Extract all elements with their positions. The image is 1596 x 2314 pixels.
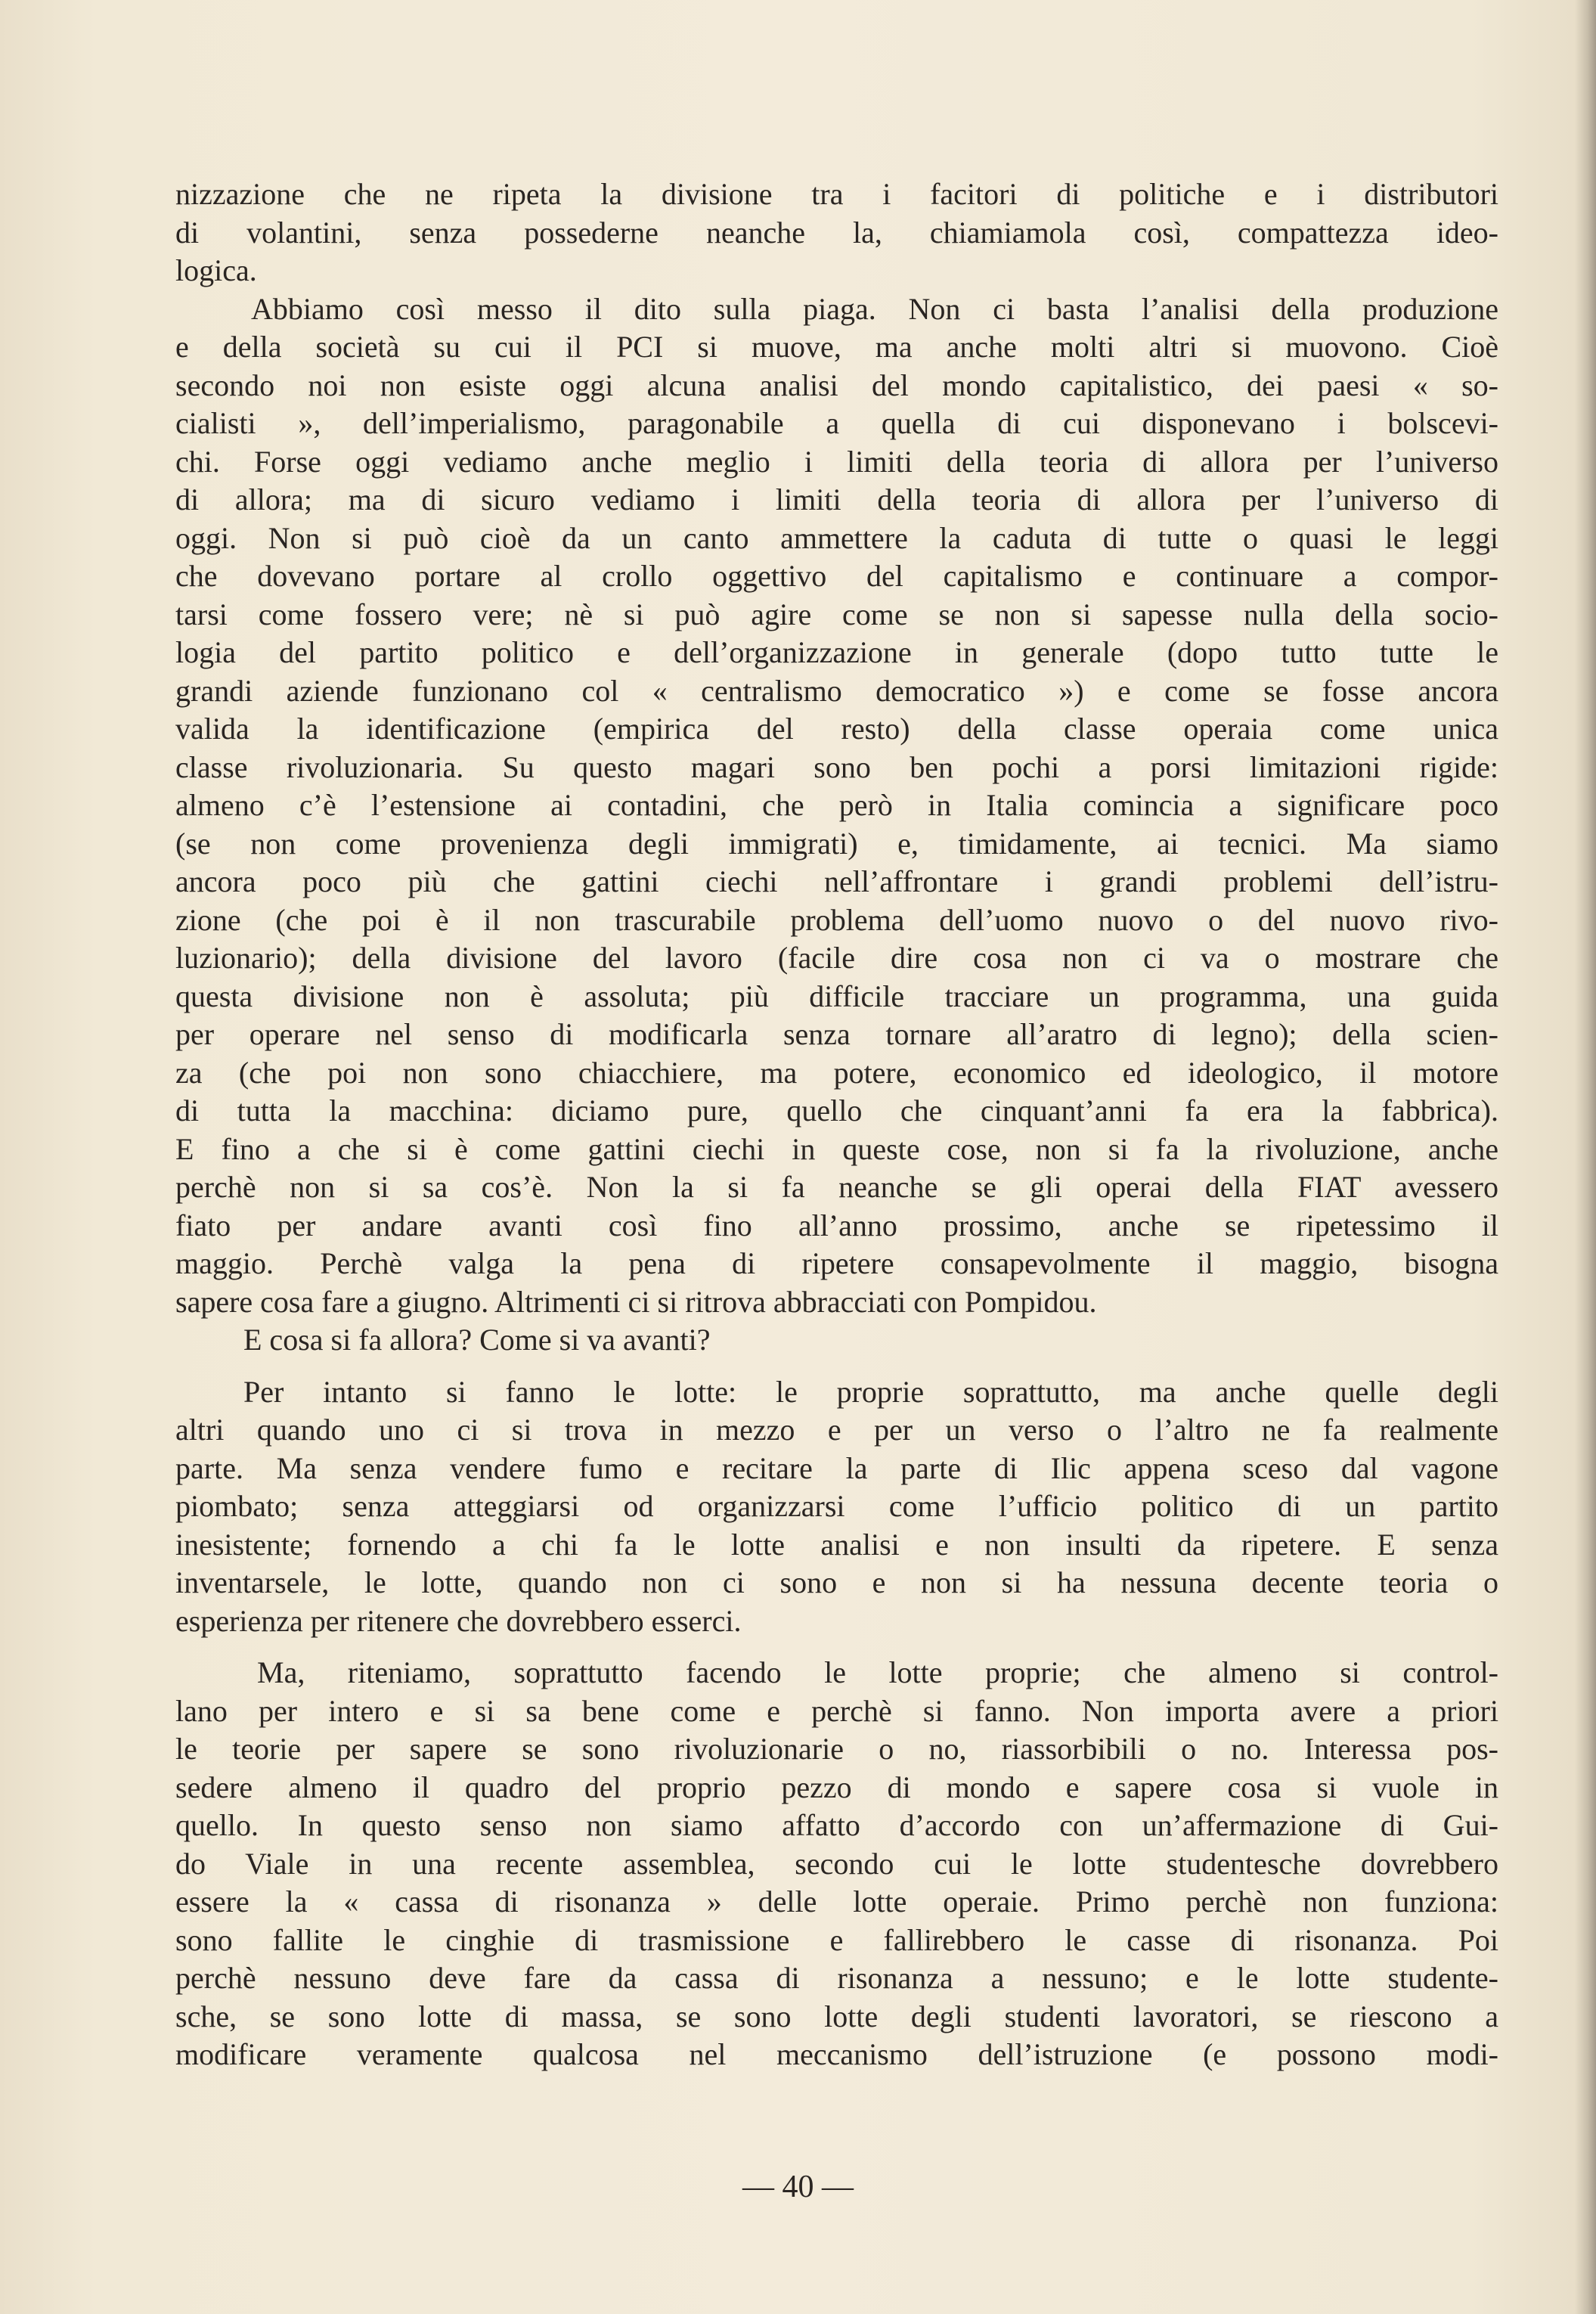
text-line: di volantini, senza possederne neanche la, chiamiamola così, compattezza ideo- bbox=[175, 215, 1498, 250]
text-line: (se non come provenienza degli immigrati) e, timidamente, ai tecnici. Ma siamo bbox=[175, 826, 1498, 861]
text-line: tarsi come fossero vere; nè si può agire come se non si sapesse nulla della socio- bbox=[175, 597, 1498, 631]
text-line: inventarsele, le lotte, quando non ci sono e non si ha nessuna decente teoria o bbox=[175, 1565, 1498, 1599]
text-line: modificare veramente qualcosa nel meccanismo dell’istruzione (e possono modi- bbox=[175, 2037, 1498, 2071]
text-line: e della società su cui il PCI si muove, ma anche molti altri si muovono. Cioè bbox=[175, 330, 1498, 364]
text-line: zione (che poi è il non trascurabile problema dell’uomo nuovo o del nuovo rivo- bbox=[175, 902, 1498, 937]
text-line: logica. bbox=[175, 253, 257, 287]
text-line: maggio. Perchè valga la pena di ripetere consapevolmente il maggio, bisogna bbox=[175, 1246, 1498, 1280]
text-line: di tutta la macchina: diciamo pure, quello che cinquant’anni fa era la fabbrica). bbox=[175, 1093, 1498, 1128]
text-line: E fino a che si è come gattini ciechi in queste cose, non si fa la rivoluzione, anche bbox=[175, 1131, 1498, 1166]
text-line: altri quando uno ci si trova in mezzo e per un verso o l’altro ne fa realmente bbox=[175, 1413, 1498, 1447]
text-line: Abbiamo così messo il dito sulla piaga. Non ci basta l’analisi della produzione bbox=[251, 291, 1498, 326]
text-line: questa divisione non è assoluta; più difficile tracciare un programma, una guida bbox=[175, 979, 1498, 1013]
text-line: quello. In questo senso non siamo affatto d’accordo con un’affermazione di Gui- bbox=[175, 1808, 1498, 1842]
text-line: esperienza per ritenere che dovrebbero esserci. bbox=[175, 1603, 742, 1638]
body-text bbox=[175, 175, 1498, 2074]
text-line: sapere cosa fare a giugno. Altrimenti ci si ritrova abbracciati con Pompidou. bbox=[175, 1284, 1097, 1319]
text-line: chi. Forse oggi vediamo anche meglio i limiti della teoria di allora per l’universo bbox=[175, 444, 1498, 479]
text-line: piombato; senza atteggiarsi od organizzarsi come l’ufficio politico di un partito bbox=[175, 1489, 1498, 1523]
text-line: luzionario); della divisione del lavoro (facile dire cosa non ci va o mostrare che bbox=[175, 941, 1498, 975]
text-line: parte. Ma senza vendere fumo e recitare la parte di Ilic appena sceso dal vagone bbox=[175, 1450, 1498, 1485]
text-line: che dovevano portare al crollo oggettivo del capitalismo e continuare a compor- bbox=[175, 559, 1498, 593]
text-line: sono fallite le cinghie di trasmissione e fallirebbero le casse di risonanza. Poi bbox=[175, 1922, 1498, 1957]
text-line: Per intanto si fanno le lotte: le proprie soprattutto, ma anche quelle degli bbox=[243, 1374, 1498, 1409]
text-line: classe rivoluzionaria. Su questo magari sono ben pochi a porsi limitazioni rigide: bbox=[175, 749, 1498, 784]
text-line: secondo noi non esiste oggi alcuna analisi del mondo capitalistico, dei paesi « so- bbox=[175, 368, 1498, 402]
text-line: essere la « cassa di risonanza » delle lotte operaie. Primo perchè non funziona: bbox=[175, 1884, 1498, 1919]
text-line: sedere almeno il quadro del proprio pezzo di mondo e sapere cosa si vuole in bbox=[175, 1770, 1498, 1804]
text-line: valida la identificazione (empirica del resto) della classe operaia come unica bbox=[175, 712, 1498, 746]
text-line: logia del partito politico e dell’organizzazione in generale (dopo tutto tutte le bbox=[175, 635, 1498, 669]
text-line: perchè non si sa cos’è. Non la si fa neanche se gli operai della FIAT avessero bbox=[175, 1170, 1498, 1204]
text-line: do Viale in una recente assemblea, secondo cui le lotte studentesche dovrebbero bbox=[175, 1846, 1498, 1881]
text-line: Ma, riteniamo, soprattutto facendo le lotte proprie; che almeno si control- bbox=[257, 1655, 1498, 1689]
text-line: za (che poi non sono chiacchiere, ma potere, economico ed ideologico, il motore bbox=[175, 1055, 1498, 1090]
text-line: cialisti », dell’imperialismo, paragonabile a quella di cui disponevano i bolscevi- bbox=[175, 406, 1498, 440]
text-line: E cosa si fa allora? Come si va avanti? bbox=[243, 1323, 711, 1357]
text-line: almeno c’è l’estensione ai contadini, che però in Italia comincia a significare poco bbox=[175, 788, 1498, 822]
text-line: di allora; ma di sicuro vediamo i limiti della teoria di allora per l’universo di bbox=[175, 482, 1498, 516]
text-line: grandi aziende funzionano col « centralismo democratico ») e come se fosse ancora bbox=[175, 673, 1498, 708]
text-line: per operare nel senso di modificarla senza tornare all’aratro di legno); della scien- bbox=[175, 1017, 1498, 1051]
page-edge-shadow bbox=[1575, 0, 1596, 2314]
text-line: ancora poco più che gattini ciechi nell’affrontare i grandi problemi dell’istru- bbox=[175, 864, 1498, 898]
text-line: inesistente; fornendo a chi fa le lotte analisi e non insulti da ripetere. E senza bbox=[175, 1527, 1498, 1562]
text-line: nizzazione che ne ripeta la divisione tra i facitori di politiche e i distributori bbox=[175, 177, 1498, 211]
text-line: lano per intero e si sa bene come e perchè si fanno. Non importa avere a priori bbox=[175, 1693, 1498, 1728]
text-line: sche, se sono lotte di massa, se sono lotte degli studenti lavoratori, se riescono a bbox=[175, 1999, 1498, 2033]
text-line: perchè nessuno deve fare da cassa di risonanza a nessuno; e le lotte studente- bbox=[175, 1961, 1498, 1995]
text-line: le teorie per sapere se sono rivoluzionarie o no, riassorbibili o no. Interessa pos- bbox=[175, 1732, 1498, 1766]
text-line: oggi. Non si può cioè da un canto ammettere la caduta di tutte o quasi le leggi bbox=[175, 520, 1498, 555]
page-number: — 40 — bbox=[742, 2170, 854, 2204]
text-line: fiato per andare avanti così fino all’anno prossimo, anche se ripetessimo il bbox=[175, 1208, 1498, 1242]
